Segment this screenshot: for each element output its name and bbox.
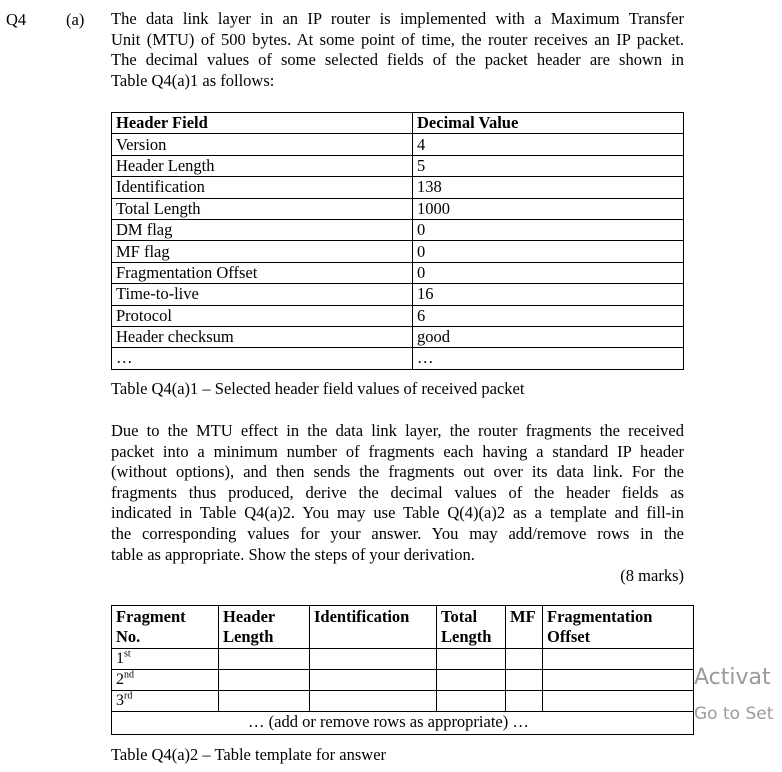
body-paragraph — [111, 421, 684, 565]
fragment-number-cell: 2nd — [112, 670, 219, 691]
answer-cell[interactable] — [219, 670, 310, 691]
column-header-total-length: Total Length — [437, 606, 506, 649]
body-line: fragments thus produced, derive the decimal values of the header fields as — [111, 482, 684, 502]
field-name: Protocol — [112, 305, 413, 326]
field-value: 138 — [413, 177, 684, 198]
activation-watermark: Activat — [694, 665, 771, 690]
table-header-row — [112, 113, 684, 134]
column-header: Decimal Value — [413, 113, 684, 134]
intro-line: Table Q4(a)1 as follows: — [111, 70, 275, 90]
column-header-header-length: Header Length — [219, 606, 310, 649]
field-name: Header Length — [112, 155, 413, 176]
field-value: 1000 — [413, 198, 684, 219]
body-line: (without options), and then sends the fragments out over its data link. For the — [111, 462, 684, 482]
field-name: Identification — [112, 177, 413, 198]
answer-cell[interactable] — [506, 670, 543, 691]
answer-cell[interactable] — [310, 691, 437, 712]
column-header-fragmentation-offset: Fragmentation Offset — [543, 606, 694, 649]
body-line: packet into a minimum number of fragments each having a standard IP header — [111, 441, 684, 461]
body-line: the corresponding values for your answer. You may add/remove rows in the — [111, 523, 684, 543]
answer-cell[interactable] — [543, 691, 694, 712]
intro-line: The data link layer in an IP router is implemented with a Maximum Transfer — [111, 9, 684, 28]
table-row — [112, 348, 684, 369]
table-row — [112, 649, 694, 670]
table-row — [112, 670, 694, 691]
body-line: indicated in Table Q4(a)2. You may use Table Q(4)(a)2 as a template and fill-in — [111, 503, 684, 523]
table-row — [112, 134, 684, 155]
field-value: 6 — [413, 305, 684, 326]
table-row — [112, 198, 684, 219]
column-header-mf: MF — [506, 606, 543, 649]
column-header-fragment-no: Fragment No. — [112, 606, 219, 649]
field-name: Time-to-live — [112, 284, 413, 305]
column-header-identification: Identification — [310, 606, 437, 649]
answer-cell[interactable] — [543, 670, 694, 691]
activation-watermark-link[interactable]: Go to Set — [694, 704, 774, 724]
field-name: DM flag — [112, 219, 413, 240]
answer-cell[interactable] — [543, 649, 694, 670]
question-part: (a) — [66, 10, 85, 29]
intro-paragraph — [111, 9, 684, 91]
table-row — [112, 305, 684, 326]
table-row — [112, 326, 684, 347]
answer-cell[interactable] — [310, 649, 437, 670]
field-name: MF flag — [112, 241, 413, 262]
field-name: Header checksum — [112, 326, 413, 347]
intro-line: The decimal values of some selected fields of the packet header are shown in — [111, 50, 684, 70]
answer-cell[interactable] — [506, 691, 543, 712]
field-value: 16 — [413, 284, 684, 305]
field-name: Total Length — [112, 198, 413, 219]
answer-cell[interactable] — [219, 691, 310, 712]
marks-label: (8 marks) — [620, 566, 684, 585]
table2-caption: Table Q4(a)2 – Table template for answer — [111, 745, 387, 764]
fragment-number-cell: 1st — [112, 649, 219, 670]
field-value: 0 — [413, 262, 684, 283]
fragment-number-cell: 3rd — [112, 691, 219, 712]
table-row — [112, 284, 684, 305]
answer-cell[interactable] — [506, 649, 543, 670]
body-line: table as appropriate. Show the steps of your derivation. — [111, 544, 475, 564]
table-row — [112, 241, 684, 262]
field-value: 0 — [413, 241, 684, 262]
field-value: … — [413, 348, 684, 369]
table-row — [112, 177, 684, 198]
field-name: Fragmentation Offset — [112, 262, 413, 283]
body-line: Due to the MTU effect in the data link layer, the router fragments the received — [111, 421, 684, 440]
question-number: Q4 — [6, 10, 27, 29]
field-value: 5 — [413, 155, 684, 176]
table1-caption: Table Q4(a)1 – Selected header field values of received packet — [111, 379, 525, 398]
field-value: 0 — [413, 219, 684, 240]
answer-cell[interactable] — [437, 670, 506, 691]
field-name: … — [112, 348, 413, 369]
intro-line: Unit (MTU) of 500 bytes. At some point of time, the router receives an IP packet. — [111, 29, 684, 49]
answer-cell[interactable] — [437, 649, 506, 670]
field-name: Version — [112, 134, 413, 155]
answer-cell[interactable] — [219, 649, 310, 670]
field-value: 4 — [413, 134, 684, 155]
table-row — [112, 155, 684, 176]
answer-cell[interactable] — [437, 691, 506, 712]
column-header: Header Field — [112, 113, 413, 134]
table-row — [112, 219, 684, 240]
table-row — [112, 691, 694, 712]
answer-cell[interactable] — [310, 670, 437, 691]
field-value: good — [413, 326, 684, 347]
header-fields-table — [111, 112, 684, 370]
table-row — [112, 262, 684, 283]
table-header-row — [112, 606, 694, 649]
add-rows-note: … (add or remove rows as appropriate) … — [248, 712, 529, 731]
